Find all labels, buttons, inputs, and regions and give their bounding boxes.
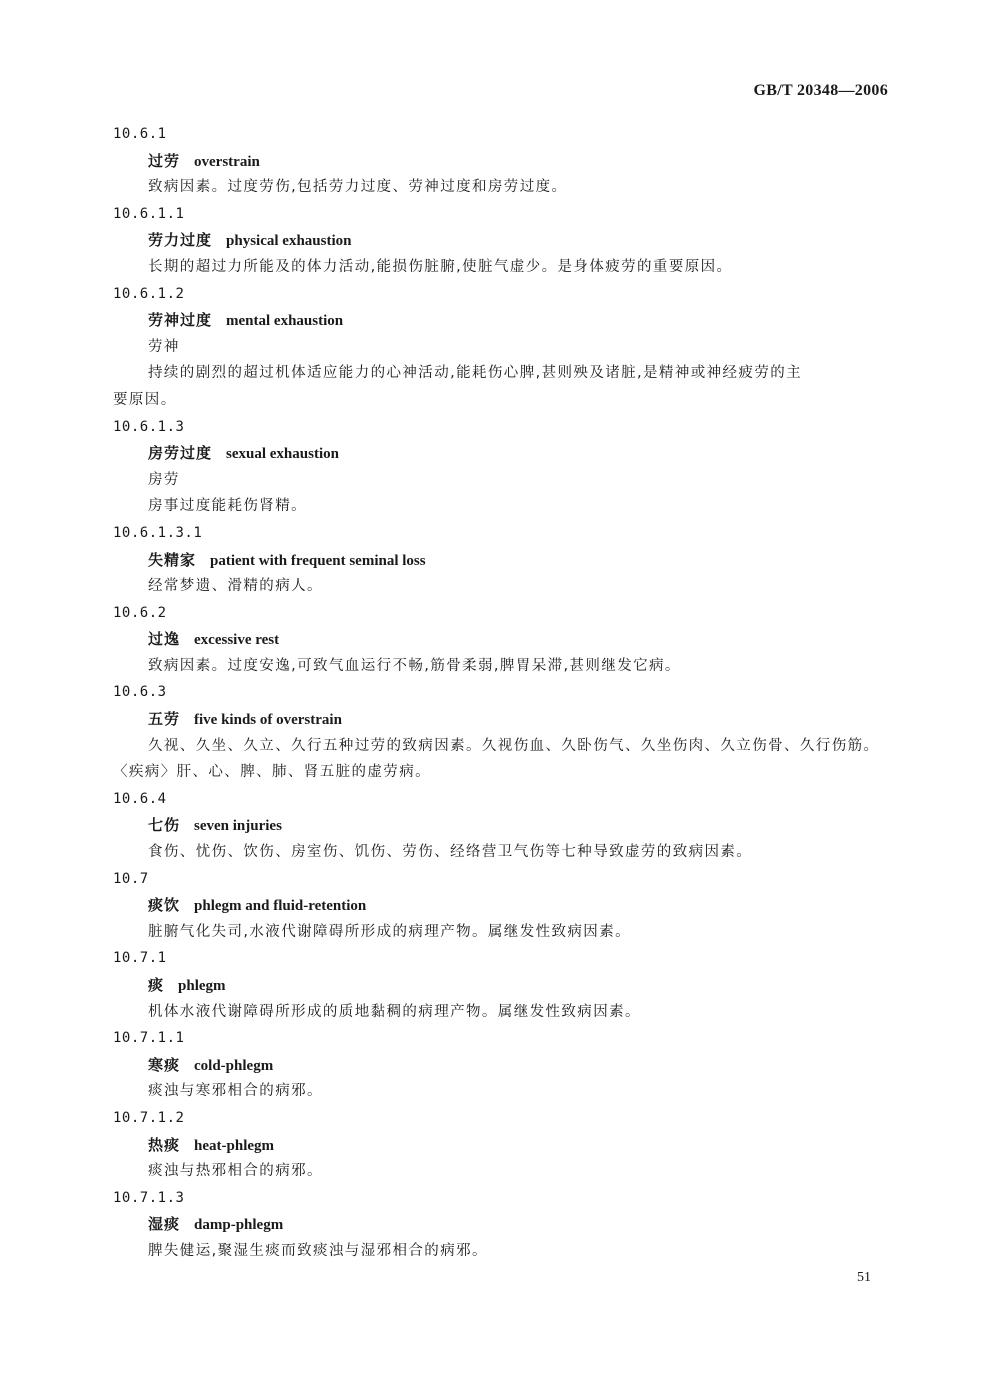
entry-number: 10.6.2 (113, 604, 167, 621)
entry-term (113, 1211, 893, 1238)
entry-term (113, 812, 893, 839)
term-chinese: 失精家 (148, 550, 197, 569)
entry-term (113, 1132, 893, 1159)
definition-line: 脾失健运,聚湿生痰而致痰浊与湿邪相合的病邪。 (148, 1242, 488, 1259)
term-english: excessive rest (194, 632, 280, 649)
definition-line: 房劳 (148, 471, 180, 488)
entry-term (113, 148, 893, 175)
term-chinese: 过逸 (148, 630, 181, 649)
term-english: phlegm and fluid-retention (194, 898, 367, 915)
definition-line: 痰浊与热邪相合的病邪。 (148, 1163, 323, 1180)
term-english: physical exhaustion (226, 233, 352, 250)
term-english: phlegm (178, 978, 226, 994)
page-number: 51 (857, 1270, 871, 1285)
definition-line: 劳神 (148, 338, 180, 355)
definition-line: 痰浊与寒邪相合的病邪。 (148, 1083, 323, 1100)
entry-number: 10.6.4 (113, 790, 167, 807)
term-entry (113, 866, 893, 946)
entry-term (113, 626, 893, 653)
standard-number: GB/T 20348—2006 (753, 82, 888, 99)
entry-term (113, 1052, 893, 1079)
entry-number: 10.6.1.3.1 (113, 524, 203, 541)
term-entry (113, 201, 893, 281)
entry-number: 10.7 (113, 870, 149, 887)
definition-line: 长期的超过力所能及的体力活动,能损伤脏腑,使脏气虚少。是身体疲劳的重要原因。 (148, 258, 733, 275)
term-entry (113, 281, 893, 414)
term-entry (113, 414, 893, 520)
term-chinese: 痰 (148, 976, 165, 994)
term-chinese: 五劳 (148, 710, 181, 729)
term-english: seven injuries (194, 818, 282, 835)
definition-line: 〈疾病〉肝、心、脾、肺、肾五脏的虚劳病。 (113, 764, 431, 781)
term-english: heat-phlegm (194, 1137, 275, 1154)
term-entry (113, 1105, 893, 1185)
definition-line: 久视、久坐、久立、久行五种过劳的致病因素。久视伤血、久卧伤气、久坐伤肉、久立伤骨、久行伤筋。 (148, 737, 880, 754)
entry-number: 10.6.3 (113, 684, 167, 701)
definition-line: 食伤、忧伤、饮伤、房室伤、饥伤、劳伤、经络营卫气伤等七种导致虚劳的致病因素。 (148, 844, 753, 861)
term-entry (113, 520, 893, 600)
term-chinese: 过劳 (148, 151, 181, 170)
entry-term (113, 227, 893, 254)
definition-line: 机体水液代谢障碍所形成的质地黏稠的病理产物。属继发性致病因素。 (148, 1003, 641, 1020)
definition-line: 脏腑气化失司,水液代谢障碍所形成的病理产物。属继发性致病因素。 (148, 923, 632, 940)
term-entries (113, 121, 893, 1265)
term-entry (113, 786, 893, 866)
term-chinese: 湿痰 (148, 1215, 181, 1234)
entry-term (113, 547, 893, 574)
entry-number: 10.7.1.1 (113, 1030, 185, 1047)
term-english: sexual exhaustion (226, 446, 339, 463)
term-english: patient with frequent seminal loss (210, 552, 426, 569)
entry-term (113, 307, 893, 334)
definition-line: 致病因素。过度安逸,可致气血运行不畅,筋骨柔弱,脾胃呆滞,甚则继发它病。 (148, 657, 681, 674)
definition-line: 持续的剧烈的超过机体适应能力的心神活动,能耗伤心脾,甚则殃及诸脏,是精神或神经疲劳的主 (148, 365, 803, 382)
term-english: cold-phlegm (194, 1057, 274, 1074)
entry-number: 10.6.1 (113, 126, 167, 142)
entry-term (113, 440, 893, 467)
term-entry (113, 600, 893, 680)
definition-line: 要原因。 (113, 391, 177, 408)
definition-line: 经常梦遗、滑精的病人。 (148, 578, 323, 595)
entry-number: 10.7.1.2 (113, 1109, 185, 1126)
term-english: mental exhaustion (226, 313, 344, 330)
term-chinese: 劳神过度 (148, 311, 213, 330)
term-entry (113, 1025, 893, 1105)
term-entry (113, 945, 893, 1025)
term-entry (113, 1185, 893, 1265)
entry-number: 10.6.1.1 (113, 205, 185, 222)
term-entry (113, 679, 893, 785)
entry-number: 10.6.1.3 (113, 418, 185, 435)
term-english: five kinds of overstrain (194, 712, 342, 729)
entry-number: 10.7.1 (113, 950, 167, 967)
term-chinese: 七伤 (148, 816, 181, 835)
entry-term (113, 706, 893, 733)
term-chinese: 寒痰 (148, 1055, 181, 1074)
term-chinese: 房劳过度 (148, 444, 213, 463)
entry-number: 10.7.1.3 (113, 1189, 185, 1206)
term-english: damp-phlegm (194, 1217, 284, 1234)
entry-number: 10.6.1.2 (113, 285, 185, 302)
term-english: overstrain (194, 153, 260, 170)
entry-term (113, 892, 893, 919)
definition-line: 房事过度能耗伤肾精。 (148, 498, 307, 515)
term-chinese: 痰饮 (148, 896, 181, 915)
definition-line: 致病因素。过度劳伤,包括劳力过度、劳神过度和房劳过度。 (148, 179, 568, 196)
term-entry (113, 121, 893, 201)
entry-term (113, 972, 893, 999)
term-chinese: 热痰 (148, 1135, 181, 1154)
term-chinese: 劳力过度 (148, 231, 213, 250)
